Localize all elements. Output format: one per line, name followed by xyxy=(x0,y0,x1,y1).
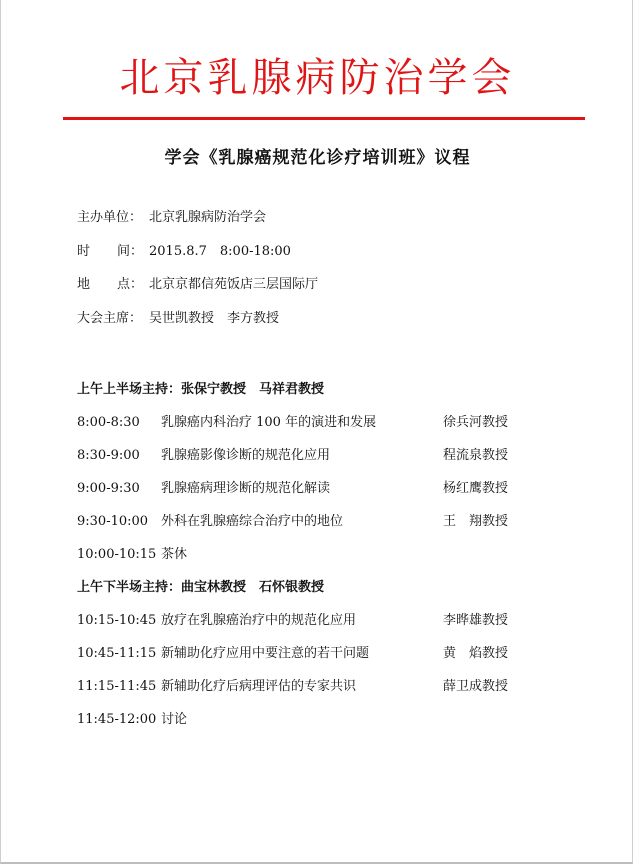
time-label xyxy=(77,244,143,260)
place-label xyxy=(77,277,143,293)
agenda-topic: 新辅助化疗后病理评估的专家共识 xyxy=(161,679,357,694)
agenda-time: 8:00-8:30 xyxy=(77,415,140,430)
agenda-item xyxy=(77,613,557,629)
agenda-time: 10:15-10:45 xyxy=(77,613,157,628)
discussion-label: 讨论 xyxy=(161,712,188,727)
agenda-topic: 乳腺癌病理诊断的规范化解读 xyxy=(161,481,331,496)
morning-second-host: 上午下半场主持：曲宝林教授 石怀银教授 xyxy=(77,580,325,595)
chair-value: 吴世凯教授 李方教授 xyxy=(149,310,280,326)
agenda-speaker: 薛卫成教授 xyxy=(443,679,509,694)
agenda-topic: 乳腺癌内科治疗 100 年的演进和发展 xyxy=(161,415,377,430)
agenda-time: 11:15-11:45 xyxy=(77,679,157,694)
agenda-speaker: 杨红鹰教授 xyxy=(443,481,509,496)
agenda-item xyxy=(77,448,557,464)
time-value: 2015.8.7 8:00-18:00 xyxy=(149,243,291,259)
agenda-time: 8:30-9:00 xyxy=(77,448,140,463)
time-label-part-a: 时 xyxy=(77,243,91,259)
event-info xyxy=(77,210,557,344)
time-label-part-b: 间： xyxy=(116,243,143,259)
chair-label: 大会主席： xyxy=(77,310,143,326)
place-label-part-b: 点： xyxy=(116,277,143,292)
place-row xyxy=(77,277,557,293)
organizer-row xyxy=(77,210,557,226)
agenda-item xyxy=(77,415,557,431)
break-label: 茶休 xyxy=(161,547,188,562)
discussion-item xyxy=(77,712,557,728)
break-time: 10:00-10:15 xyxy=(77,547,157,562)
break-item xyxy=(77,547,557,563)
agenda-time: 10:45-11:15 xyxy=(77,646,157,661)
discussion-time: 11:45-12:00 xyxy=(77,712,157,727)
agenda-item xyxy=(77,481,557,497)
organizer-value: 北京乳腺病防治学会 xyxy=(149,210,267,225)
agenda-item xyxy=(77,679,557,695)
agenda-speaker: 徐兵河教授 xyxy=(443,415,509,430)
organization-title: 北京乳腺病防治学会 xyxy=(119,55,516,101)
agenda-list xyxy=(77,382,557,745)
agenda-speaker: 王 翔教授 xyxy=(443,514,509,529)
place-label-part-a: 地 xyxy=(77,277,91,292)
agenda-speaker: 黄 焰教授 xyxy=(443,646,509,661)
agenda-speaker: 程流泉教授 xyxy=(443,448,509,463)
time-row xyxy=(77,244,557,260)
morning-first-host: 上午上半场主持：张保宁教授 马祥君教授 xyxy=(77,382,325,397)
agenda-item xyxy=(77,646,557,662)
agenda-time: 9:30-10:00 xyxy=(77,514,149,529)
agenda-item xyxy=(77,514,557,530)
red-divider-line xyxy=(63,117,585,120)
agenda-title: 学会《乳腺癌规范化诊疗培训班》议程 xyxy=(164,148,471,168)
agenda-topic: 放疗在乳腺癌治疗中的规范化应用 xyxy=(161,613,357,628)
organizer-label: 主办单位： xyxy=(77,210,143,225)
chair-row xyxy=(77,311,557,327)
agenda-time: 9:00-9:30 xyxy=(77,481,140,496)
agenda-topic: 外科在乳腺癌综合治疗中的地位 xyxy=(161,514,344,529)
place-value: 北京京都信苑饭店三层国际厅 xyxy=(149,277,319,292)
agenda-speaker: 李晔雄教授 xyxy=(443,613,509,628)
agenda-topic: 乳腺癌影像诊断的规范化应用 xyxy=(161,448,331,463)
agenda-topic: 新辅助化疗应用中要注意的若干问题 xyxy=(161,646,370,661)
